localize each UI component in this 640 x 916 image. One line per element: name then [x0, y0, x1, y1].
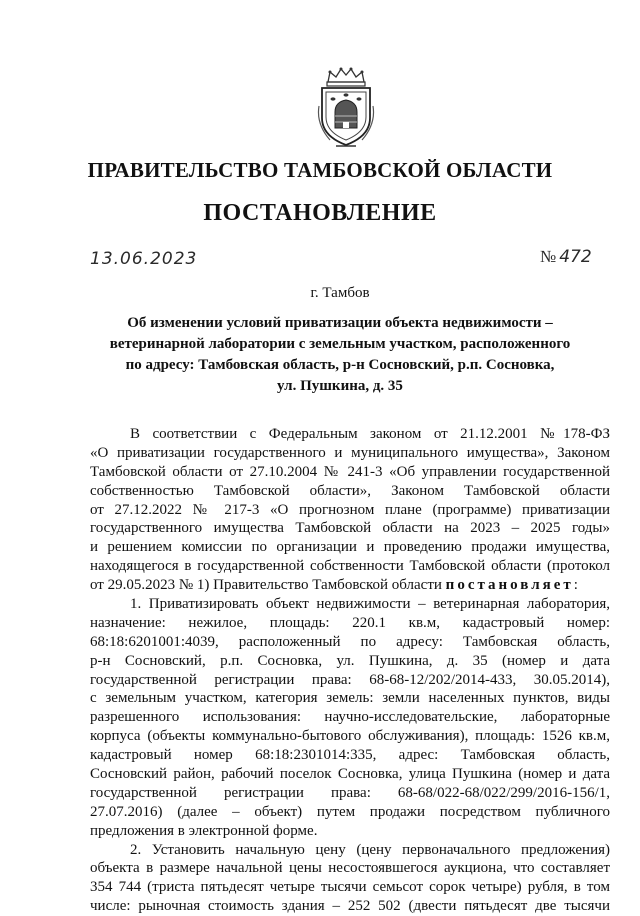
city: г. Тамбов	[310, 285, 370, 301]
item1-line: р-н Сосновский, р.п. Сосновка, ул. Пушкина, д. 35 (номер и дата	[90, 652, 610, 669]
preamble-line: государственного имущества Тамбовской области на 2023 – 2025 годы»	[90, 520, 610, 537]
item1-line: с земельным участком, категория земель: земли населенных пунктов, виды	[90, 690, 610, 707]
subject-line: Об изменении условий приватизации объекта недвижимости –	[127, 315, 553, 331]
item2-line: объекта в размере начальной цены несостоявшегося аукциона, что составляет	[90, 860, 610, 877]
subject-line: ветеринарной лаборатории с земельным участком, расположенного	[109, 336, 571, 352]
item1-line: разрешенного использования: научно-исследовательские, лабораторные	[90, 709, 610, 726]
item1-line: государственной регистрации права: 68-68/022-68/022/299/2016-156/1,	[90, 784, 610, 801]
item1-line: корпуса (объекты коммунально-бытового обслуживания), площадь: 1526 кв.м,	[90, 728, 610, 745]
preamble-line: Тамбовской области от 27.10.2004 № 241-3 «Об управлении государственной	[90, 463, 610, 480]
item1-line: Сосновский район, рабочий поселок Сосновка, улица Пушкина (номер и дата	[90, 766, 610, 783]
subject-line: по адресу: Тамбовская область, р-н Сосновский, р.п. Сосновка,	[125, 357, 555, 373]
preamble-line: собственностью Тамбовской области», Законом Тамбовской области	[90, 482, 610, 499]
number-label: №	[540, 247, 557, 266]
government-title: ПРАВИТЕЛЬСТВО ТАМБОВСКОЙ ОБЛАСТИ	[87, 158, 553, 182]
decree-word: постановляет	[445, 577, 574, 594]
preamble-line: В соответствии с Федеральным законом от 21.12.2001 №178-ФЗ	[130, 426, 610, 442]
document-number	[540, 247, 592, 267]
item2-line: числе: рыночная стоимость здания – 252 502 (двести пятьдесят две тысячи	[90, 898, 610, 915]
item1-line: назначение: нежилое, площадь: 220.1 кв.м, кадастровый номер:	[90, 614, 610, 631]
preamble-text: от 29.05.2023 № 1) Правительство Тамбовской области	[90, 577, 442, 594]
item2-line: 354 744 (триста пятьдесят четыре тысячи семьсот сорок четыре) рубля, в том	[90, 879, 610, 896]
document-date: 13.06.2023	[90, 249, 198, 269]
item1-line: 27.07.2016) (далее – объект) путем продажи посредством публичного	[90, 803, 610, 820]
item1-line: 68:18:6201001:4039, расположенный по адресу: Тамбовская область,	[90, 633, 610, 650]
preamble-line: и решением комиссии по организации и проведению продажи имущества,	[90, 539, 610, 556]
decree-punct: :	[573, 577, 578, 594]
item2-line: 2. Установить начальную цену (цену первоначального предложения)	[130, 841, 610, 858]
document-type: ПОСТАНОВЛЕНИЕ	[203, 200, 437, 226]
document-body	[90, 425, 610, 916]
preamble-line: от 27.12.2022 № 217-3 «О прогнозном плане (программе) приватизации	[90, 501, 610, 518]
subject-line: ул. Пушкина, д. 35	[277, 378, 403, 394]
coat-of-arms-icon	[316, 66, 376, 148]
item1-line: предложения в электронной форме.	[90, 822, 318, 839]
document-subject	[100, 313, 580, 397]
item1-line: кадастровый номер 68:18:2301014:335, адрес: Тамбовская область,	[90, 747, 610, 764]
preamble-line: «О приватизации государственного и муниципального имущества», Законом	[90, 444, 610, 461]
item1-line: государственной регистрации права: 68-68-12/202/2014-433, 30.05.2014),	[90, 671, 610, 688]
number-value: 472	[559, 247, 592, 267]
item1-line: 1. Приватизировать объект недвижимости – ветеринарная лаборатория,	[130, 596, 610, 613]
preamble-line: находящегося в государственной собственности Тамбовской области (протокол	[90, 558, 610, 575]
preamble-line-final	[90, 576, 610, 595]
